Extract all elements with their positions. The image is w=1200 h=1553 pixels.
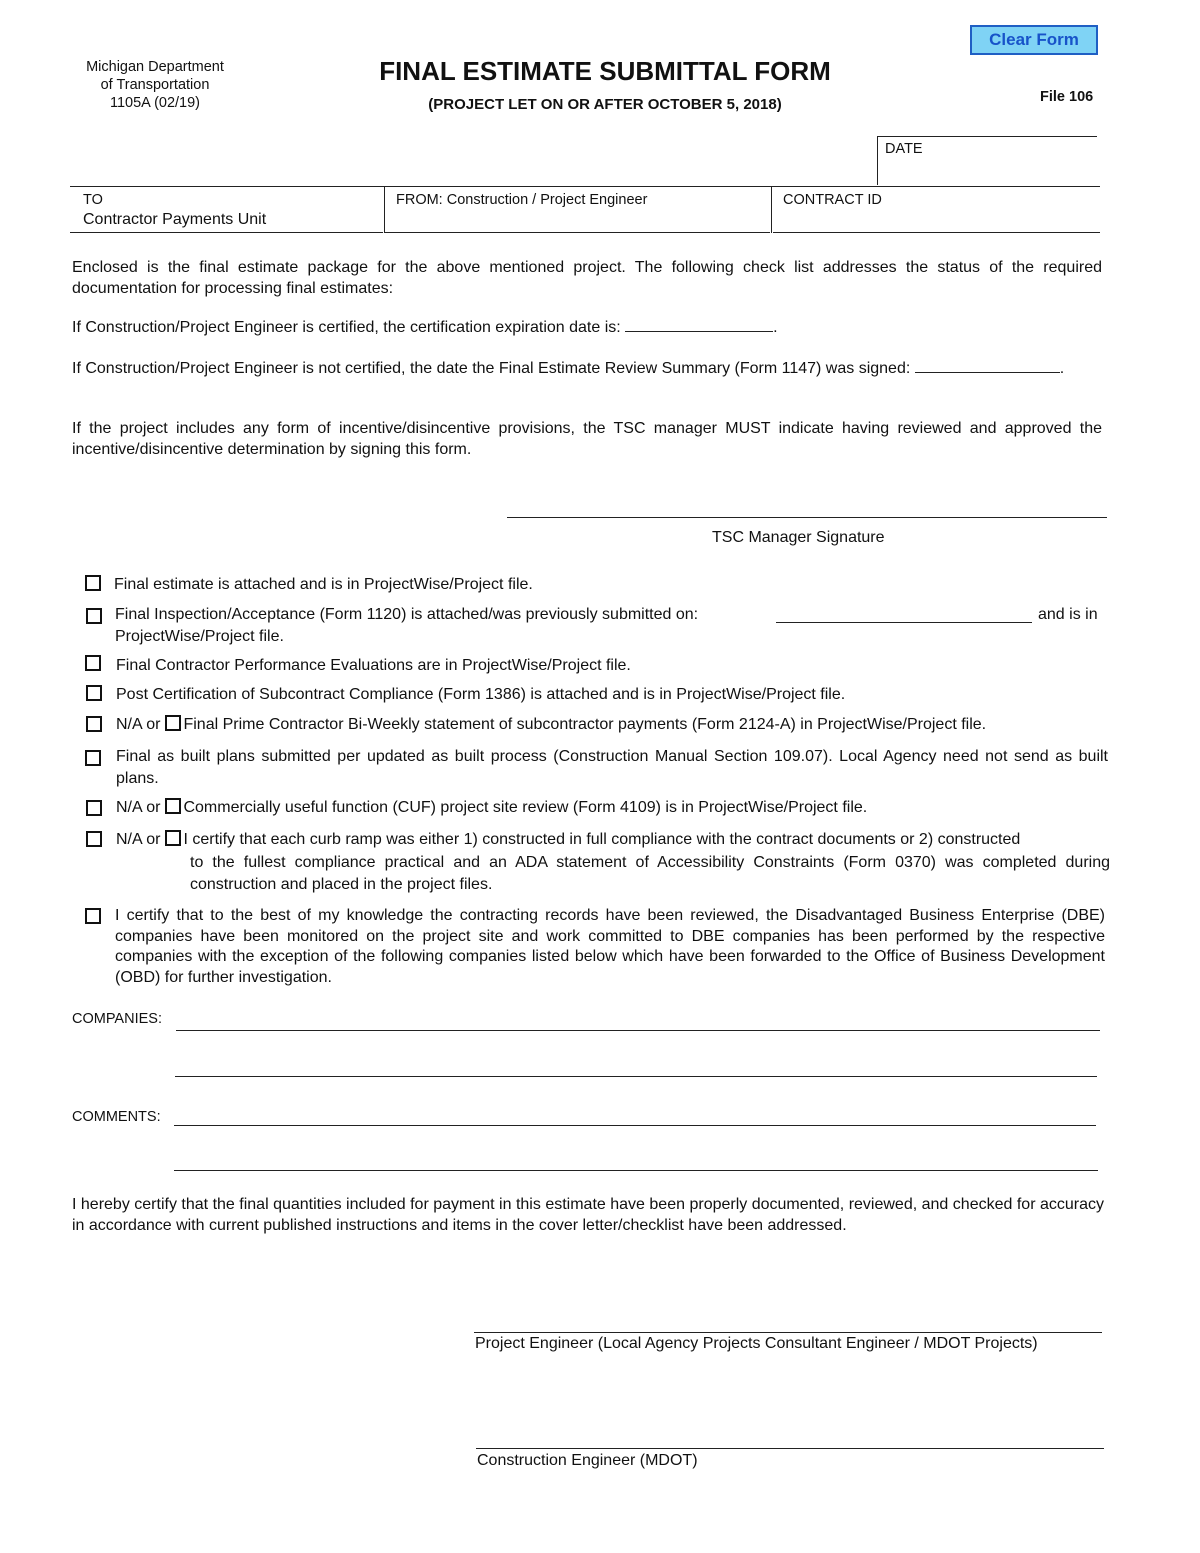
from-label: FROM: Construction / Project Engineer: [396, 192, 648, 208]
to-field[interactable]: Contractor Payments Unit: [83, 211, 267, 228]
checklist-item-final-inspection-a: Final Inspection/Acceptance (Form 1120) is attached/was previously submitted on:: [115, 606, 699, 623]
file-number: File 106: [1040, 89, 1094, 105]
companies-field-line1[interactable]: [176, 1030, 1100, 1031]
form-subtitle: (PROJECT LET ON OR AFTER OCTOBER 5, 2018): [428, 96, 782, 113]
checkbox-subcontract-compliance[interactable]: [86, 685, 102, 701]
from-field[interactable]: [390, 208, 765, 230]
intro-paragraph: Enclosed is the final estimate package for the above mentioned project. The following check list addresses the status of the required documentation for processing final estimates:: [72, 259, 1102, 297]
certified-text: If Construction/Project Engineer is certified, the certification expiration date is:: [72, 319, 621, 336]
review-summary-signed-date-field[interactable]: [915, 358, 1060, 373]
cuf-review-text: Commercially useful function (CUF) project site review (Form 4109) is in ProjectWise/Project file.: [183, 799, 868, 816]
to-bottom-line: [70, 232, 383, 233]
not-certified-paragraph: [72, 358, 1102, 379]
checkbox-curb-ramp-active[interactable]: [86, 831, 102, 847]
comments-field-line2[interactable]: [174, 1170, 1098, 1171]
checklist-item-final-inspection-b: and is in: [1038, 606, 1098, 623]
project-engineer-signature-label: Project Engineer (Local Agency Projects Consultant Engineer / MDOT Projects): [475, 1335, 1038, 1352]
checklist-item-subcontract-compliance: Post Certification of Subcontract Compliance (Form 1386) is attached and is in ProjectWise/Project file.: [116, 686, 846, 703]
comments-label: COMMENTS:: [72, 1109, 161, 1125]
tsc-signature-label: TSC Manager Signature: [712, 529, 885, 546]
contract-id-label: CONTRACT ID: [783, 192, 882, 208]
checkbox-cuf-review-na[interactable]: [165, 798, 181, 814]
checkbox-dbe-certification[interactable]: [85, 908, 101, 924]
checklist-item-final-inspection-c: ProjectWise/Project file.: [115, 628, 284, 645]
checkbox-curb-ramp-na[interactable]: [165, 830, 181, 846]
checkbox-performance-evaluations[interactable]: [85, 655, 101, 671]
checkbox-cuf-review-active[interactable]: [86, 800, 102, 816]
companies-field-line2[interactable]: [175, 1076, 1097, 1077]
comments-field-line1[interactable]: [174, 1125, 1096, 1126]
checklist-item-biweekly-statement: [116, 714, 986, 736]
agency-block: [60, 58, 250, 112]
project-engineer-signature-line[interactable]: [474, 1332, 1102, 1333]
form-title: FINAL ESTIMATE SUBMITTAL FORM: [379, 56, 831, 86]
agency-name-line1: Michigan Department: [86, 59, 224, 75]
na-or-label: N/A or: [116, 716, 161, 733]
agency-name-line2: of Transportation: [100, 77, 210, 93]
from-bottom-line: [385, 232, 770, 233]
checkbox-as-built-plans[interactable]: [85, 750, 101, 766]
curb-ramp-text-first: I certify that each curb ramp was either 1) constructed in full compliance with the contract documents or 2) constructed: [183, 831, 1021, 848]
certification-paragraph: I hereby certify that the final quantities included for payment in this estimate have been properly documented, reviewed, and checked for accuracy in accordance with current published instructions and items in the cover letter/checklist have been addressed.: [72, 1196, 1104, 1234]
tsc-signature-line[interactable]: [507, 517, 1107, 518]
certified-paragraph: [72, 317, 1102, 338]
final-inspection-date-field[interactable]: [776, 622, 1032, 623]
contract-id-field[interactable]: [778, 208, 1096, 230]
divider: [384, 186, 385, 233]
period: .: [773, 319, 778, 336]
incentive-paragraph: If the project includes any form of incentive/disincentive provisions, the TSC manager MUST indicate having reviewed and approved the incentive/disincentive determination by signing this form.: [72, 420, 1102, 458]
checkbox-final-estimate[interactable]: [85, 575, 101, 591]
curb-ramp-text-rest: to the fullest compliance practical and an ADA statement of Accessibility Constraints (Form 0370) was completed during construction and placed in the project files.: [190, 854, 1110, 893]
checklist-item-cuf-review: [116, 797, 867, 819]
biweekly-statement-text: Final Prime Contractor Bi-Weekly statement of subcontractor payments (Form 2124-A) in ProjectWise/Project file.: [183, 716, 987, 733]
divider: [771, 186, 772, 233]
checklist-item-final-estimate: Final estimate is attached and is in ProjectWise/Project file.: [114, 576, 533, 593]
contract-bottom-line: [773, 232, 1100, 233]
to-label: TO: [83, 192, 103, 208]
na-or-label: N/A or: [116, 799, 161, 816]
checkbox-biweekly-statement-active[interactable]: [86, 716, 102, 732]
construction-engineer-signature-line[interactable]: [476, 1448, 1104, 1449]
clear-form-button[interactable]: Clear Form: [970, 25, 1098, 55]
checklist-item-performance-evaluations: Final Contractor Performance Evaluations are in ProjectWise/Project file.: [116, 657, 631, 674]
checklist-item-as-built-plans: Final as built plans submitted per updated as built process (Construction Manual Section 109.07). Local Agency need not send as built plans.: [116, 748, 1108, 787]
checklist-item-dbe-certification: I certify that to the best of my knowledge the contracting records have been reviewed, the Disadvantaged Business Enterprise (DBE) companies have been monitored on the project site and work committed to DBE companies has been performed by the respective companies with the exception of the following companies listed below which have been forwarded to the Office of Business Development (OBD) for further investigation.: [115, 907, 1105, 986]
not-certified-text: If Construction/Project Engineer is not certified, the date the Final Estimate Review Summary (Form 1147) was signed:: [72, 360, 911, 377]
checkbox-biweekly-statement-na[interactable]: [165, 715, 181, 731]
companies-label: COMPANIES:: [72, 1011, 162, 1027]
period: .: [1059, 360, 1065, 377]
na-or-label: N/A or: [116, 831, 161, 848]
form-number: 1105A (02/19): [109, 95, 201, 111]
construction-engineer-signature-label: Construction Engineer (MDOT): [477, 1452, 698, 1469]
date-label: DATE: [885, 141, 923, 157]
header-row-top-line: [70, 186, 1100, 187]
checkbox-final-inspection[interactable]: [86, 608, 102, 624]
checklist-item-curb-ramp: [116, 829, 1020, 851]
certification-expiration-date-field[interactable]: [625, 317, 773, 332]
